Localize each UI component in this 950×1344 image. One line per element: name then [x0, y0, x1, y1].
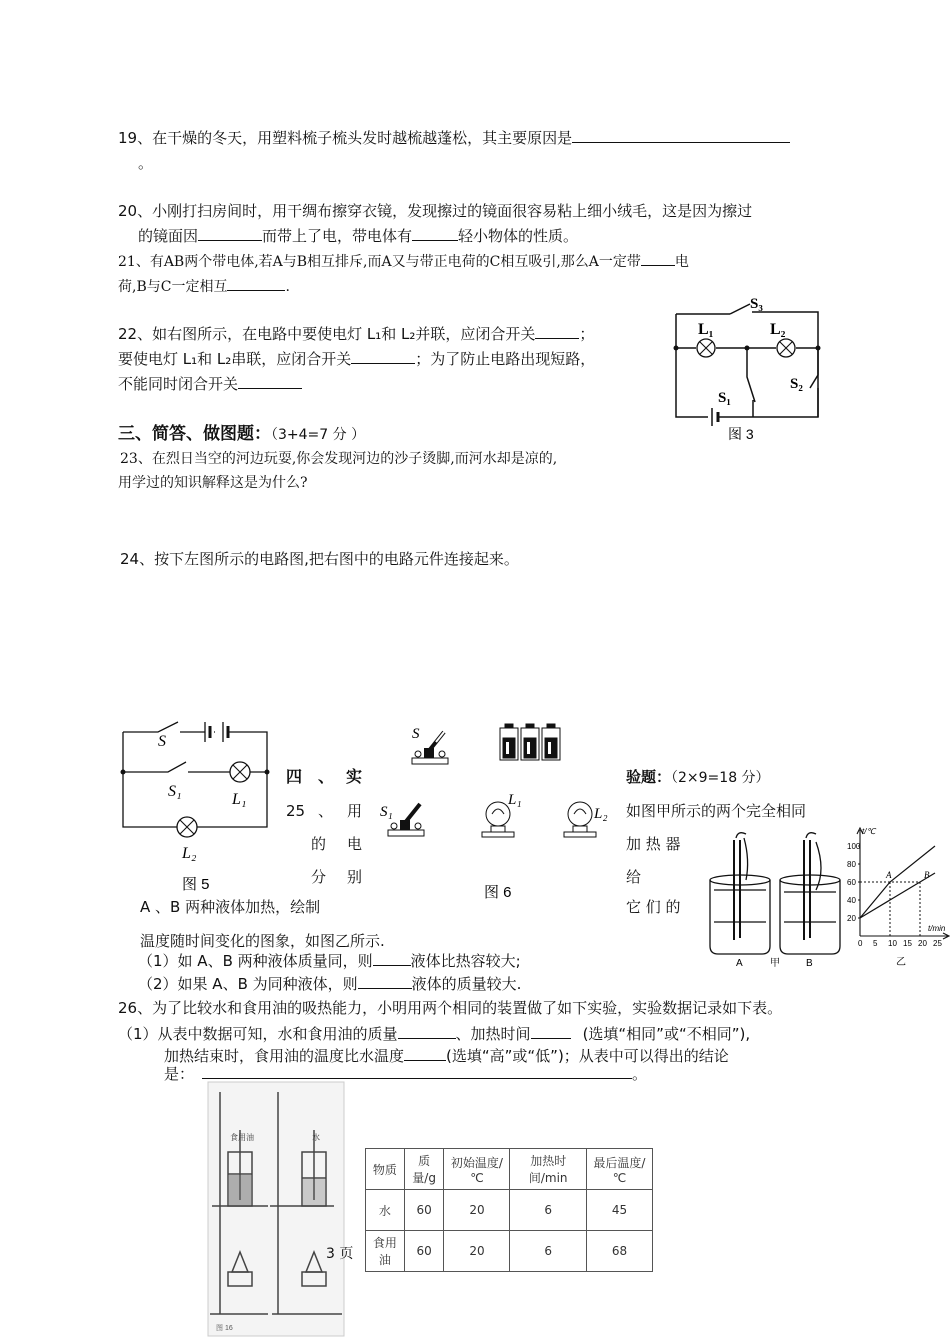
table-header: 初始温度/℃ [444, 1149, 510, 1190]
q21-blank-2[interactable] [227, 276, 285, 291]
q26-line1: 26、为了比较水和食用油的吸热能力，小明用两个相同的装置做了如下实验，实验数据记录如下表。 [118, 999, 783, 1017]
q26-line3-b: (选填“高”或“低”)；从表中可以得出的结论 [446, 1047, 729, 1065]
section-4-title: 验题： [626, 768, 672, 786]
guide-lines [860, 882, 920, 936]
x-tick-label: 15 [903, 939, 912, 948]
q19-line [118, 128, 790, 148]
beaker-b-label: B [806, 958, 813, 969]
figure-6-caption: 图 6 [484, 884, 512, 901]
chart-title: 乙 [896, 957, 906, 968]
label-l2: L₂ [770, 321, 786, 338]
q25-line5: 温度随时间变化的图象，如图乙所示. [140, 932, 385, 950]
q21-part-c: 荷,B与C一定相互 [118, 279, 228, 295]
section-4-comma: 、 [318, 767, 335, 786]
x-tick-label: 20 [918, 939, 927, 948]
q26-blank-1[interactable] [398, 1024, 456, 1039]
fig5-label-s1: S₁ [168, 783, 182, 800]
q19-end: 。 [138, 154, 154, 172]
figure-jia-beakers [700, 820, 850, 969]
q19-blank[interactable] [572, 128, 790, 143]
label-s3: S₃ [750, 296, 763, 312]
table-header: 物质 [366, 1149, 405, 1190]
q25-right4: 它 们 的 [626, 898, 681, 916]
label-s1: S₁ [718, 390, 731, 406]
figure-yi-chart [840, 824, 950, 966]
figure-5-circuit [110, 718, 280, 893]
q20-line2 [138, 226, 578, 246]
q21-part-a: 21、有AB两个带电体,若A与B相互排斥,而A又与带正电荷的C相互吸引,那么A一定带 [118, 254, 641, 270]
switch-s3 [730, 304, 750, 314]
fig6-label-s1: S₁ [380, 804, 393, 820]
q25-fen: 分 [311, 868, 327, 886]
table-header: 质量/g [404, 1149, 444, 1190]
table-cell: 60 [404, 1190, 444, 1231]
q25-sub2-end: 液体的质量较大. [411, 975, 522, 993]
series-label-b: B [924, 870, 930, 880]
q26-blank-2[interactable] [531, 1024, 571, 1039]
q26-sub1 [118, 1024, 750, 1044]
q25-right1: 如图甲所示的两个完全相同 [626, 802, 807, 820]
y-tick-label: 40 [847, 896, 856, 905]
q22-part-b: ； [579, 325, 595, 343]
q26-sub1-a: （1）从表中数据可知，水和食用油的质量 [118, 1025, 398, 1043]
fig6-switch-s1 [388, 804, 424, 836]
q21-line1 [118, 251, 689, 272]
q24-text: 24、按下左图所示的电路图,把右图中的电路元件连接起来。 [120, 550, 519, 568]
x-tick-label: 5 [873, 939, 878, 948]
figure-6-components [372, 718, 622, 900]
y-tick-label: 20 [847, 914, 856, 923]
table-cell: 食用油 [366, 1231, 405, 1272]
q25-sub1-text: （1）如 A、B 两种液体质量同，则 [138, 952, 373, 970]
experiment-data-table [365, 1148, 653, 1272]
y-tick-label: 80 [847, 860, 856, 869]
fig6-bulb-l2-icon [564, 802, 596, 837]
fig6-label-l2: L₂ [594, 806, 608, 822]
q25-dun: 、 [318, 802, 334, 820]
figure-16-apparatus [208, 1082, 344, 1336]
y-tick-label: 100 [847, 842, 861, 851]
table-header: 加热时间/min [510, 1149, 586, 1190]
q22-blank-3[interactable] [238, 374, 302, 389]
fig6-label-s: S [412, 726, 420, 742]
apparatus-caption: 图 16 [216, 1325, 233, 1332]
table-row [366, 1231, 653, 1272]
q25-de: 的 [311, 835, 327, 853]
label-l1: L₁ [698, 321, 714, 338]
figure-5-caption: 图 5 [182, 876, 210, 893]
q22-line1 [118, 324, 594, 344]
q20-part-a: 的镜面因 [138, 227, 199, 245]
table-cell: 68 [586, 1231, 652, 1272]
q25-sub2 [138, 974, 521, 994]
section-4-four: 四 [286, 767, 303, 786]
x-tick-label: 25 [933, 939, 942, 948]
q25-line4: A 、B 两种液体加热，绘制 [140, 898, 321, 916]
q22-line3 [118, 374, 302, 394]
q25-blank-2[interactable] [358, 974, 412, 989]
chart-y-label: t/℃ [862, 827, 876, 836]
q20-part-b: 而带上了电，带电体有 [262, 227, 413, 245]
q26-line4-a: 是： [164, 1065, 195, 1083]
x-tick-label: 0 [858, 939, 863, 948]
series-label-a: A [886, 870, 892, 880]
q20-part-c: 轻小物体的性质。 [458, 227, 579, 245]
fig5-label-l1: L₁ [232, 791, 247, 808]
q20-blank-1[interactable] [198, 226, 262, 241]
section-3-title: 三、简答、做图题： [118, 424, 271, 444]
table-cell: 6 [510, 1231, 586, 1272]
q26-blank-3[interactable] [404, 1046, 446, 1061]
fig5-label-s: S [158, 733, 166, 750]
q25-blank-1[interactable] [373, 951, 411, 966]
table-cell: 水 [366, 1190, 405, 1231]
table-header-row [366, 1149, 653, 1190]
q26-sub1-b: 、加热时间 [455, 1025, 531, 1043]
q22-part-a: 22、如右图所示，在电路中要使电灯 L₁和 L₂并联，应闭合开关 [118, 325, 536, 343]
q26-line4 [164, 1064, 647, 1084]
section-4-heading [626, 767, 770, 788]
label-s2: S₂ [790, 376, 803, 392]
q20-blank-2[interactable] [412, 226, 458, 241]
q25-num: 25 [286, 802, 306, 820]
q26-line3-a: 加热结束时，食用油的温度比水温度 [164, 1047, 405, 1065]
beaker-a-label: A [736, 958, 743, 969]
section-4-score: （2×9=18 分） [671, 770, 770, 786]
figure-jia-caption: 甲 [770, 958, 780, 969]
q25-sub1-end: 液体比热容较大; [410, 952, 521, 970]
chart-x-label: t/min [928, 924, 946, 933]
page-footer: 3 页 [326, 1246, 354, 1262]
q21-part-b: 电 [674, 254, 689, 270]
q25-sub1 [138, 951, 521, 971]
fig6-battery-pack [500, 724, 560, 760]
q20-line1: 20、小刚打扫房间时，用干绸布擦穿衣镜，发现擦过的镜面很容易粘上细小绒毛，这是因为擦过 [118, 202, 753, 220]
figure-3-circuit [668, 290, 838, 440]
q22-part-c: 要使电灯 L₁和 L₂串联，应闭合开关 [118, 350, 352, 368]
q25-dian: 电 [347, 835, 363, 853]
q25-yong: 用 [347, 802, 363, 820]
table-cell: 45 [586, 1190, 652, 1231]
q25-sub2-text: （2）如果 A、B 为同种液体，则 [138, 975, 358, 993]
table-header: 最后温度/℃ [586, 1149, 652, 1190]
y-tick-label: 60 [847, 878, 856, 887]
label-water: 水 [312, 1133, 320, 1142]
q22-part-e: 不能同时闭合开关 [118, 375, 239, 393]
q26-line4-b: 。 [632, 1065, 648, 1083]
section-3-score: （3+4=7 分 ） [271, 427, 366, 443]
q25-right2: 加 热 器 [626, 835, 681, 853]
q21-blank-1[interactable] [641, 251, 675, 266]
q22-part-d: ；为了防止电路出现短路， [415, 350, 596, 368]
table-cell: 60 [404, 1231, 444, 1272]
apparatus-frame [208, 1082, 344, 1336]
section-3-heading [118, 424, 365, 445]
figure-3-caption: 图 3 [728, 426, 754, 442]
q19-text: 19、在干燥的冬天，用塑料梳子梳头发时越梳越蓬松，其主要原因是 [118, 129, 573, 147]
q21-part-d: . [285, 279, 290, 295]
table-row [366, 1190, 653, 1231]
q26-blank-4[interactable] [202, 1064, 632, 1079]
table-cell: 20 [444, 1231, 510, 1272]
q22-blank-2[interactable] [351, 349, 415, 364]
x-tick-label: 10 [888, 939, 897, 948]
q22-blank-1[interactable] [535, 324, 579, 339]
q23-line2: 用学过的知识解释这是为什么? [118, 475, 308, 491]
label-oil: 食用油 [230, 1133, 254, 1142]
q23-line1: 23、在烈日当空的河边玩耍,你会发现河边的沙子烫脚,而河水却是凉的, [120, 451, 558, 467]
q26-line3 [164, 1046, 729, 1066]
q26-sub1-c: (选填“相同”或“不相同”), [582, 1025, 751, 1043]
q25-bie: 别 [347, 868, 363, 886]
fig5-label-l2: L₂ [182, 845, 197, 862]
table-cell: 6 [510, 1190, 586, 1231]
q25-right3: 给 [626, 868, 642, 886]
table-cell: 20 [444, 1190, 510, 1231]
q21-line2 [118, 276, 290, 297]
fig6-label-l1: L₁ [508, 792, 522, 808]
q22-line2 [118, 349, 595, 369]
section-4-shi: 实 [346, 767, 363, 786]
